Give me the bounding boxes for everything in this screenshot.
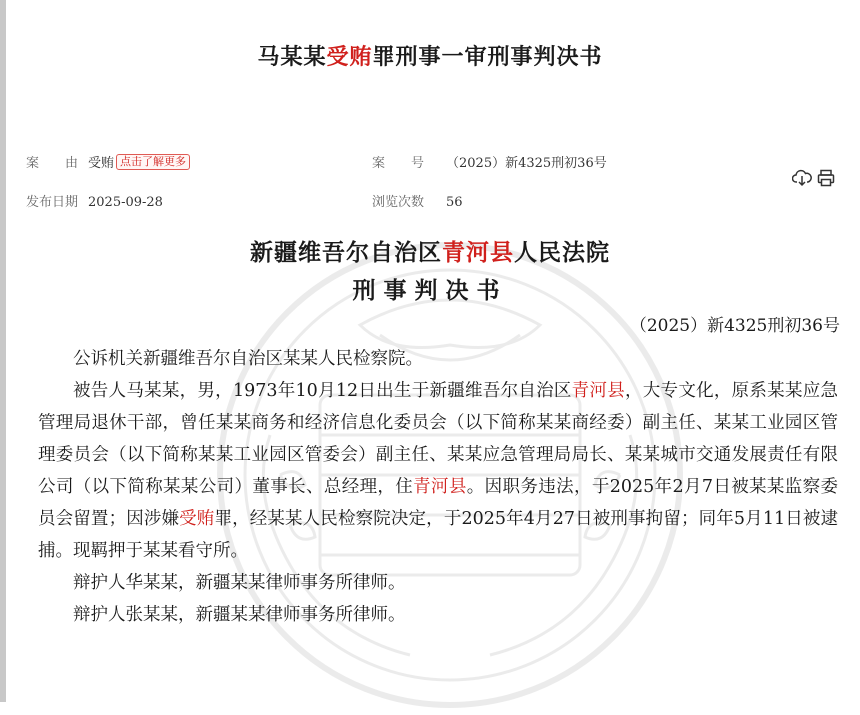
meta-views	[372, 191, 463, 210]
meta-case-number	[372, 152, 607, 171]
document-number: （2025）新4325刑初36号	[629, 316, 840, 336]
print-icon[interactable]	[816, 168, 836, 188]
learn-more-button[interactable]: 点击了解更多	[116, 154, 190, 170]
text-run: 辩护人张某某，新疆某某律师事务所律师。	[73, 605, 406, 625]
paragraph-defender-2	[38, 599, 838, 631]
paragraph-defender-1	[38, 567, 838, 599]
court-part: 新疆维吾尔自治区	[250, 239, 442, 266]
text-run: ，大专文化，原系某某应急管理局退休干部，曾任某某商务和经济信息化委员会（以下简称某某商经委）副主任、某某工业园区管理委员会（以下简称某某工业园区管委会）副主任、某某应急管理局局长、某某城市交通发展责任有限公司（以下简称某某公司）董事长、总经理，住	[38, 381, 839, 497]
document-type: 刑事判决书	[352, 277, 508, 304]
text-run: 被告人马某某，男，1973年10月12日出生于新疆维吾尔自治区	[73, 381, 572, 401]
views-value: 56	[446, 195, 463, 210]
case-reason-label: 案 由	[26, 156, 79, 171]
meta-case-reason	[26, 152, 190, 171]
text-run: 公诉机关新疆维吾尔自治区某某人民检察院。	[73, 349, 423, 369]
court-highlight: 青河县	[442, 239, 514, 266]
publish-date-label: 发布日期	[26, 195, 79, 210]
text-run: 辩护人华某某，新疆某某律师事务所律师。	[73, 573, 406, 593]
text-run: 罪，经某某人民检察院决定，于2025年4月27日被刑事拘留；同年5月11日被逮捕。现羁押于某某看守所。	[38, 509, 839, 561]
case-number-label: 案 号	[372, 156, 425, 171]
court-part: 人民法院	[514, 239, 610, 266]
title-part: 马某某	[257, 44, 327, 70]
page-edge	[0, 0, 6, 702]
document-title	[0, 40, 860, 71]
views-label: 浏览次数	[372, 195, 425, 210]
meta-publish-date	[26, 191, 163, 210]
title-highlight: 受贿	[326, 44, 373, 70]
highlight-run: 受贿	[179, 509, 215, 529]
judgment-body	[38, 343, 838, 631]
download-icon[interactable]	[792, 168, 812, 188]
text-run: 。因职务违法，于2025年2月7日被某某监察委员会留置；因涉嫌	[38, 477, 839, 529]
title-part: 罪刑事一审刑事判决书	[372, 44, 603, 70]
case-number-value: （2025）新4325刑初36号	[446, 156, 607, 171]
highlight-run: 青河县	[413, 477, 467, 497]
highlight-run: 青河县	[571, 381, 625, 401]
case-reason-value: 受贿	[88, 156, 115, 171]
publish-date-value: 2025-09-28	[88, 195, 163, 210]
court-name	[0, 234, 860, 267]
paragraph-defendant	[38, 375, 838, 567]
paragraph-prosecutor	[38, 343, 838, 375]
